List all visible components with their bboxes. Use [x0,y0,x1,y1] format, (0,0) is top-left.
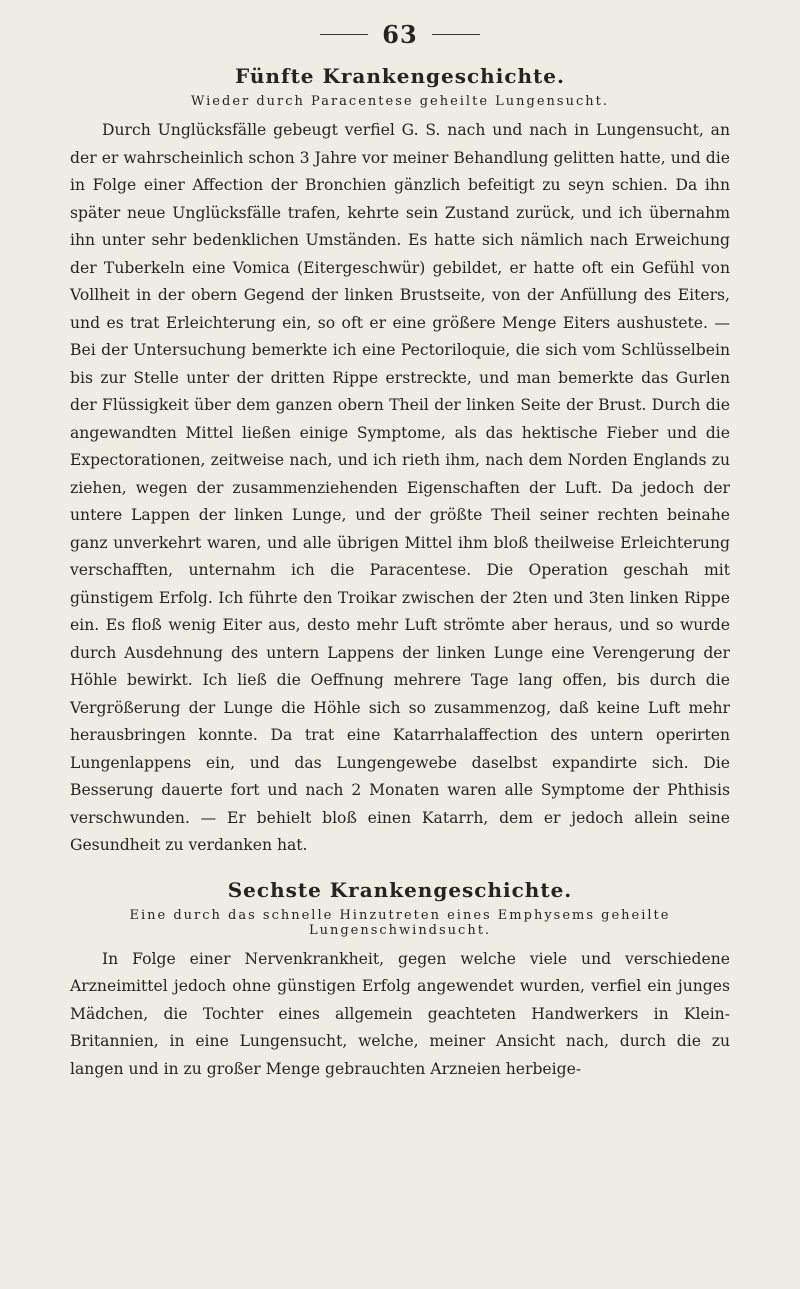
section-title: Fünfte Krankengeschichte. [235,64,565,88]
section-title: Sechste Krankengeschichte. [227,877,573,902]
page-number: 63 [382,19,418,49]
header-rule-left [320,34,368,35]
body-paragraph: In Folge einer Nervenkrankheit, gegen welche viele und verschiedene Arzneimittel jedoch ohne günstigen Erfolg angewendet wurden, verfiel ein junges Mädchen, die Tochter eines allgemein geachteten Handwerkers in Klein-Britannien, in eine Lungensucht, welche, meiner Ansicht nach, durch die zu langen und in zu großer Menge gebrauchten Arzneien herbeige- [70,949,730,1078]
section-subtitle: Eine durch das schnelle Hinzutreten eines Emphysems geheilte Lungenschwindsucht. [129,907,671,938]
body-paragraph: Durch Unglücksfälle gebeugt verfiel G. S. nach und nach in Lungensucht, an der er wahrscheinlich schon 3 Jahre vor meiner Behandlung gelitten hatte, und die in Folge einer Affection der Bronchien gänzlich befeitigt zu seyn schien. Da ihn später neue Unglücksfälle trafen, kehrte sein Zustand zurück, und ich übernahm ihn unter sehr bedenklichen Umständen. Es hatte sich nämlich nach Erweichung der Tuberkeln eine Vomica (Eitergeschwür) gebildet, er hatte oft ein Gefühl von Vollheit in der obern Gegend der linken Brustseite, von der Anfüllung des Eiters, und es trat Erleichterung ein, so oft er eine größere Menge Eiters aushustete. — Bei der Untersuchung bemerkte ich eine Pectoriloquie, die sich vom Schlüsselbein bis zur Stelle unter der dritten Rippe erstreckte, und man bemerkte das Gurlen der Flüssigkeit über dem ganzen obern Theil der linken Seite der Brust. Durch die angewandten Mittel ließen einige Symptome, als das hektische Fieber und die Expectorationen, zeitweise nach, und ich rieth ihm, nach dem Norden Englands zu ziehen, wegen der zusammenziehenden Eigenschaften der Luft. Da jedoch der untere Lappen der linken Lunge, und der größte Theil seiner rechten beinahe ganz unverkehrt waren, und alle übrigen Mittel ihm bloß theilweise Erleichterung verschafften, unternahm ich die Paracentese. Die Operation geschah mit günstigem Erfolg. Ich führte den Troikar zwischen der 2ten und 3ten linken Rippe ein. Es floß wenig Eiter aus, desto mehr Luft strömte aber heraus, und so wurde durch Ausdehnung des untern Lappens der linken Lunge eine Verengerung der Höhle bewirkt. Ich ließ die Oeffnung mehrere Tage lang offen, bis durch die Vergrößerung der Lunge die Höhle sich so zusammenzog, daß keine Luft mehr herausbringen konnte. Da trat eine Katarrhalaffection des untern operirten Lungenlappens ein, und das Lungengewebe daselbst expandirte sich. Die Besserung dauerte fort und nach 2 Monaten waren alle Symptome der Phthisis verschwunden. — Er behielt bloß einen Katarrh, dem er jedoch allein seine Gesundheit zu verdanken hat. [70,121,730,854]
section-subtitle: Wieder durch Paracentese geheilte Lungensucht. [191,94,609,109]
page-header [70,14,730,54]
section-fifth-case [70,64,730,860]
header-rule-right [432,34,480,35]
section-sixth-case [70,878,730,1084]
